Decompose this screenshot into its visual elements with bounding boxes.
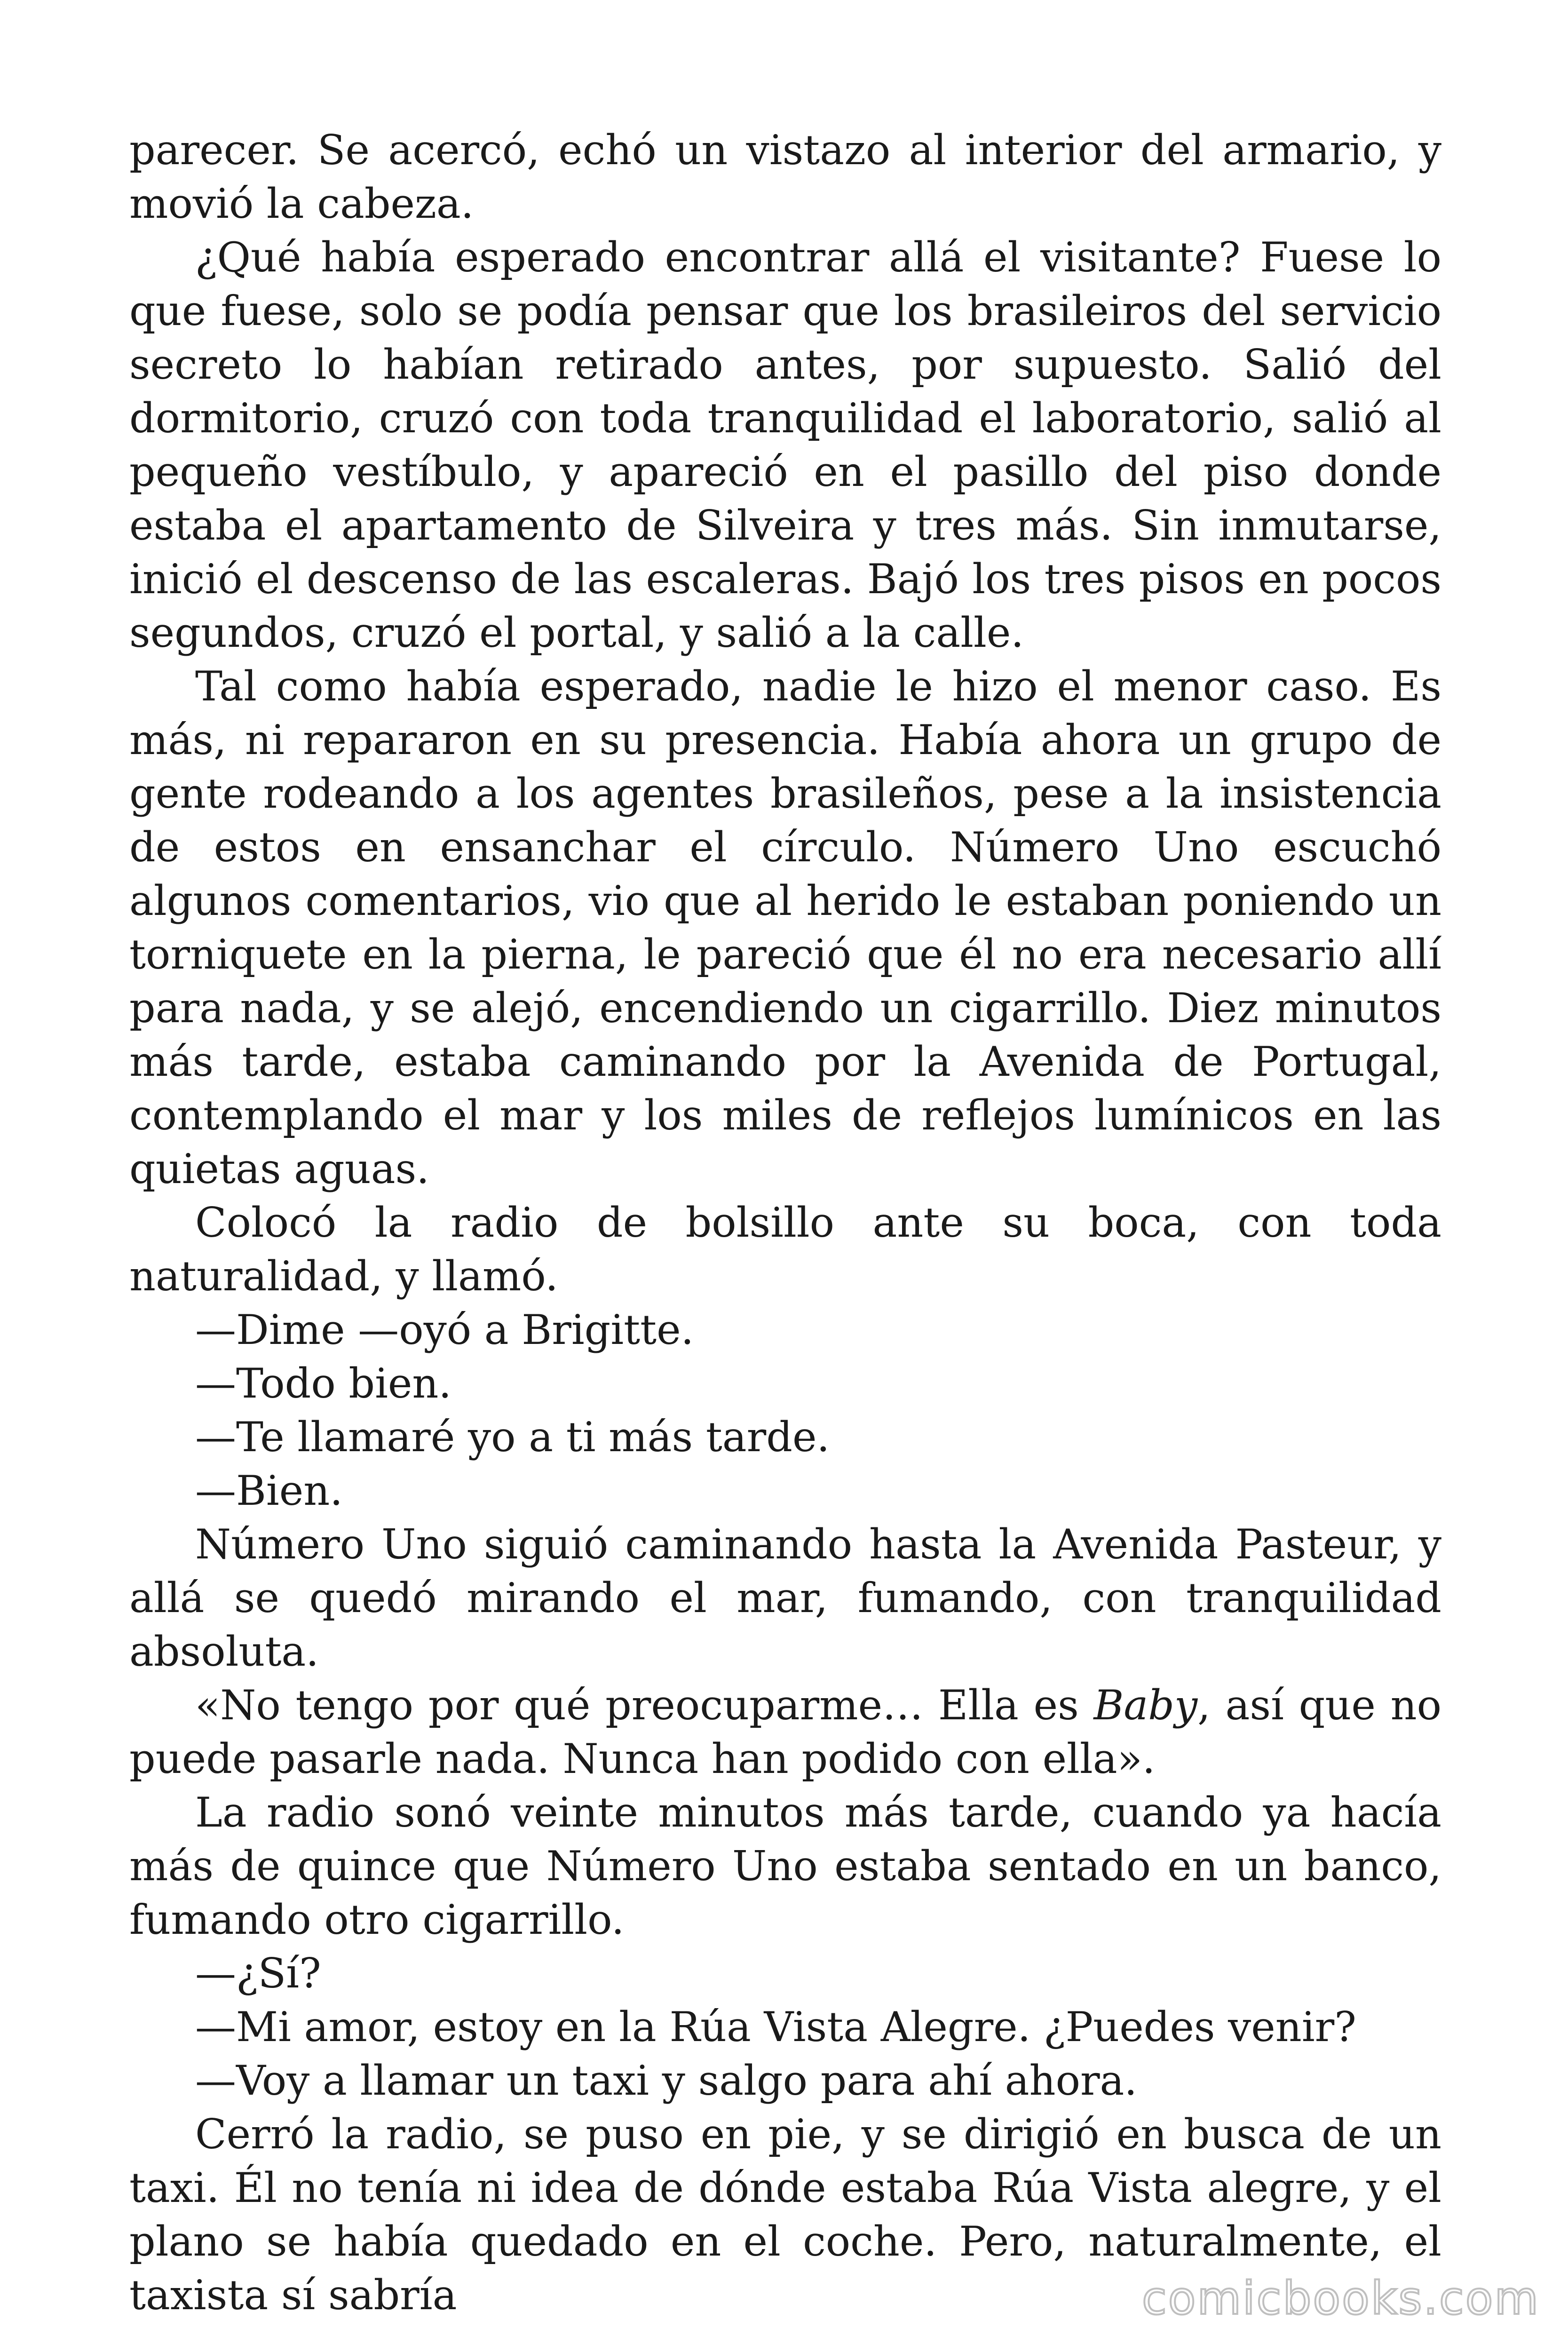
paragraph: Colocó la radio de bolsillo ante su boca, con toda naturalidad, y llamó. bbox=[129, 1199, 1441, 1300]
paragraph: La radio sonó veinte minutos más tarde, cuando ya hacía más de quince que Número Uno estaba sentado en un banco, fumando otro cigarrillo. bbox=[129, 1788, 1441, 1944]
paragraph: Cerró la radio, se puso en pie, y se dirigió en busca de un taxi. Él no tenía ni idea de dónde estaba Rúa Vista alegre, y el plano se había quedado en el coche. Pero, naturalmente, el taxista sí sabría bbox=[129, 2110, 1441, 2319]
dialogue-line: —Mi amor, estoy en la Rúa Vista Alegre. ¿Puedes venir? bbox=[195, 2003, 1356, 2051]
paragraph: ¿Qué había esperado encontrar allá el visitante? Fuese lo que fuese, solo se podía pensar que los brasileiros del servicio secreto lo habían retirado antes, por supuesto. Salió del dormitorio, cruzó con toda tranquilidad el laboratorio, salió al pequeño vestíbulo, y apareció en el pasillo del piso donde estaba el apartamento de Silveira y tres más. Sin inmutarse, inició el descenso de las escaleras. Bajó los tres pisos en pocos segundos, cruzó el portal, y salió a la calle. bbox=[129, 233, 1441, 657]
dialogue-line: —¿Sí? bbox=[195, 1949, 321, 1997]
italic-word: Baby bbox=[1093, 1681, 1198, 1729]
watermark-logo: comicbooks.com bbox=[1141, 2272, 1540, 2325]
dialogue-line: —Te llamaré yo a ti más tarde. bbox=[195, 1413, 830, 1461]
body-text bbox=[129, 123, 1441, 2322]
paragraph-thought bbox=[129, 1678, 1441, 1786]
paragraph: parecer. Se acercó, echó un vistazo al interior del armario, y movió la cabeza. bbox=[129, 126, 1441, 228]
thought-text-after: , así que no puede pasarle nada. Nunca han podido con ella». bbox=[129, 1681, 1441, 1783]
thought-text-before: «No tengo por qué preocuparme… Ella es bbox=[195, 1681, 1094, 1729]
dialogue-line: —Voy a llamar un taxi y salgo para ahí ahora. bbox=[195, 2057, 1138, 2105]
paragraph: Número Uno siguió caminando hasta la Avenida Pasteur, y allá se quedó mirando el mar, fumando, con tranquilidad absoluta. bbox=[129, 1520, 1441, 1676]
dialogue-line: —Bien. bbox=[195, 1467, 343, 1515]
dialogue-line: —Dime —oyó a Brigitte. bbox=[195, 1306, 694, 1354]
paragraph: Tal como había esperado, nadie le hizo el menor caso. Es más, ni repararon en su presencia. Había ahora un grupo de gente rodeando a los agentes brasileños, pese a la insistencia de estos en ensanchar el círculo. Número Uno escuchó algunos comentarios, vio que al herido le estaban poniendo un torniquete en la pierna, le pareció que él no era necesario allí para nada, y se alejó, encendiendo un cigarrillo. Diez minutos más tarde, estaba caminando por la Avenida de Portugal, contemplando el mar y los miles de reflejos lumínicos en las quietas aguas. bbox=[129, 662, 1441, 1193]
dialogue-line: —Todo bien. bbox=[195, 1359, 452, 1407]
